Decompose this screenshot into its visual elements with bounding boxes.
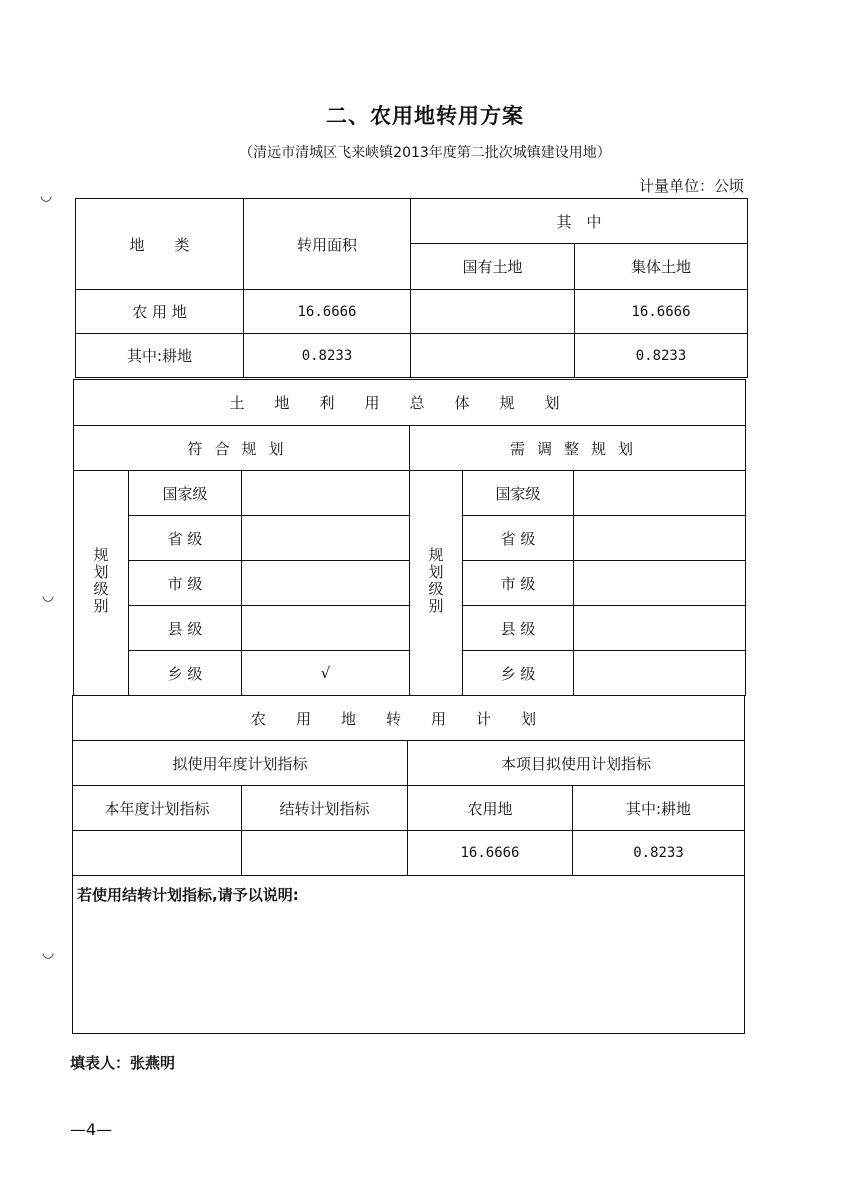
level-label: 市 级	[129, 561, 242, 606]
adjust-mark	[574, 561, 746, 606]
collective-land-header: 集体土地	[575, 244, 748, 290]
row-area: 0.8233	[244, 334, 411, 378]
page-number: —4—	[70, 1120, 113, 1139]
adjust-level-label: 规划级别	[410, 471, 463, 696]
level-label: 乡 级	[129, 651, 242, 696]
row-area: 16.6666	[244, 290, 411, 334]
cultivated-value: 0.8233	[573, 831, 745, 876]
conform-mark	[242, 471, 410, 516]
level-label: 市 级	[463, 561, 574, 606]
land-type-header: 地 类	[76, 199, 244, 290]
binding-hole-mark: ◡	[40, 188, 53, 204]
conform-mark	[242, 606, 410, 651]
filler-label: 填表人：张燕明	[70, 1054, 176, 1072]
adjust-header: 需调整规划	[410, 426, 746, 471]
state-land-header: 国有土地	[411, 244, 575, 290]
table-row	[76, 334, 748, 378]
row-state	[411, 290, 575, 334]
note-cell: 若使用结转计划指标,请予以说明:	[73, 876, 745, 1034]
area-header: 转用面积	[244, 199, 411, 290]
level-label: 县 级	[129, 606, 242, 651]
conversion-plan-table	[72, 695, 745, 1034]
adjust-mark	[574, 606, 746, 651]
planning-table	[73, 379, 746, 696]
table-row	[73, 831, 745, 876]
carryover-value	[242, 831, 408, 876]
of-which-header: 其 中	[411, 199, 748, 244]
unit-label: 计量单位：公顷	[638, 177, 744, 195]
row-collective: 16.6666	[575, 290, 748, 334]
level-label: 乡 级	[463, 651, 574, 696]
level-label: 国家级	[129, 471, 242, 516]
annual-header: 拟使用年度计划指标	[73, 741, 408, 786]
row-label: 农 用 地	[76, 290, 244, 334]
page-subtitle: （清远市清城区飞来峡镇2013年度第二批次城镇建设用地）	[239, 145, 611, 161]
carryover-header: 结转计划指标	[242, 786, 408, 831]
level-label: 国家级	[463, 471, 574, 516]
cultivated-header: 其中:耕地	[573, 786, 745, 831]
row-label: 其中:耕地	[76, 334, 244, 378]
level-label: 省 级	[129, 516, 242, 561]
adjust-mark	[574, 471, 746, 516]
conform-mark	[242, 561, 410, 606]
conform-mark: √	[242, 651, 410, 696]
adjust-mark	[574, 516, 746, 561]
row-collective: 0.8233	[575, 334, 748, 378]
binding-hole-mark: ◡	[42, 945, 55, 961]
table-row	[76, 290, 748, 334]
conform-header: 符合规划	[74, 426, 410, 471]
conversion-section-title: 农用地转用计划	[73, 696, 745, 741]
level-label: 县 级	[463, 606, 574, 651]
farmland-header: 农用地	[408, 786, 573, 831]
page-title: 二、农用地转用方案	[326, 104, 524, 128]
conform-mark	[242, 516, 410, 561]
adjust-mark	[574, 651, 746, 696]
this-year-header: 本年度计划指标	[73, 786, 242, 831]
conform-level-label: 规划级别	[74, 471, 129, 696]
farmland-value: 16.6666	[408, 831, 573, 876]
row-state	[411, 334, 575, 378]
project-header: 本项目拟使用计划指标	[408, 741, 745, 786]
land-conversion-table	[75, 198, 748, 378]
planning-section-title: 土地利用总体规划	[74, 380, 746, 426]
level-label: 省 级	[463, 516, 574, 561]
this-year-value	[73, 831, 242, 876]
binding-hole-mark: ◡	[42, 588, 55, 604]
